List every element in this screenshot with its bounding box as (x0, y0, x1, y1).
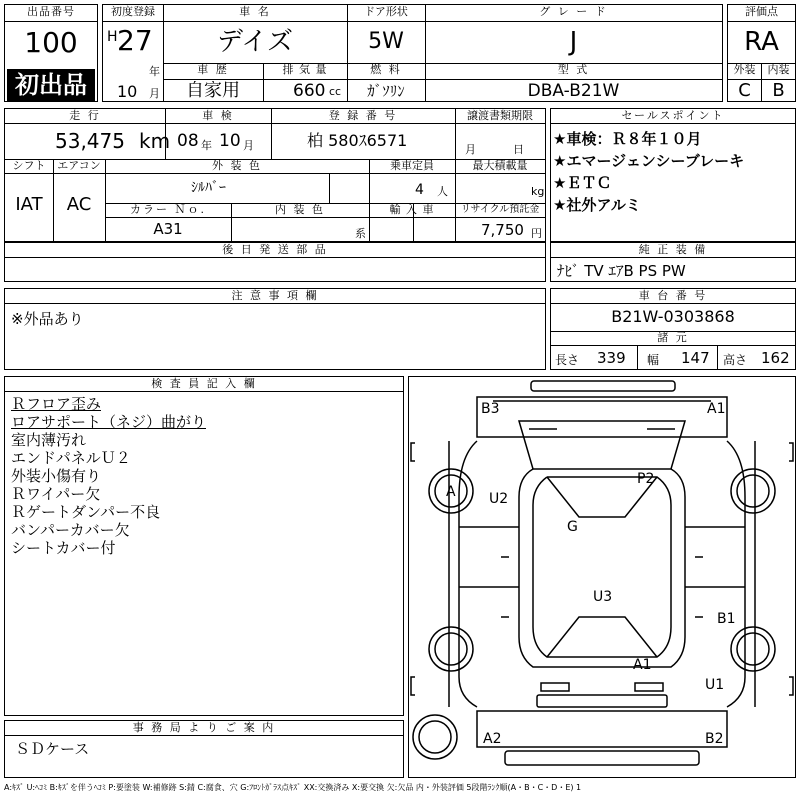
history-value: 自家用 (186, 81, 240, 101)
parts-later-box (4, 242, 546, 282)
inspector-line: Ｒフロア歪み (11, 395, 102, 413)
height-value: 162 (761, 349, 790, 367)
parts-later-label: 後 日 発 送 部 品 (222, 243, 328, 256)
max-load-label: 最大積載量 (472, 159, 528, 172)
damage-mark-b1: B1 (717, 611, 736, 627)
plate-label: 登 録 番 号 (328, 109, 398, 122)
inspection-label: 車 検 (202, 109, 234, 122)
score-box (727, 4, 796, 102)
office-value: ＳＤケース (15, 740, 90, 758)
exterior-score: C (738, 81, 751, 101)
sales-points-label: セールスポイント (621, 109, 725, 122)
shift-label: シフト (12, 159, 46, 172)
exterior-color-value: ｼﾙﾊﾞｰ (191, 180, 226, 196)
first-listing-badge: 初出品 (7, 69, 95, 101)
displacement-value: 660 (293, 81, 326, 101)
capacity-label: 乗車定員 (390, 159, 434, 172)
shift-value: IAT (15, 195, 43, 215)
displacement-label: 排 気 量 (282, 63, 328, 76)
damage-mark-u1: U1 (705, 677, 725, 693)
inspector-box (4, 376, 404, 716)
notes-value: ※外品あり (11, 310, 84, 328)
damage-mark-g: G (567, 519, 578, 535)
header-block (102, 4, 723, 102)
inspector-line: Ｒワイパー欠 (11, 485, 101, 503)
car-diagram-box (408, 376, 796, 778)
aircon-value: AC (66, 195, 92, 215)
model-label: 型 式 (557, 63, 590, 76)
office-label: 事 務 局 よ り ご 案 内 (132, 721, 276, 734)
color-no-value: A31 (153, 220, 183, 238)
damage-mark-a2: A2 (483, 731, 502, 747)
car-name-label: 車 名 (239, 5, 271, 18)
inspection-year: 08 (177, 131, 199, 151)
damage-mark-a1-mid: A1 (633, 657, 652, 673)
lot-number: 100 (24, 26, 78, 59)
equipment-box (550, 242, 796, 282)
color-no-label: カラー Ｎｏ. (130, 203, 206, 216)
inspection-year-unit: 年 (201, 139, 212, 152)
recycle-label: リサイクル預託金 (460, 204, 540, 215)
chassis-label: 車 台 番 号 (638, 289, 708, 302)
footer-legend: A:ｷｽﾞ U:ﾍｺﾐ B:ｷｽﾞを伴うﾍｺﾐ P:要塗装 W:補修跡 S:錆 C:腐食、穴 G:ﾌﾛﾝﾄｶﾞﾗｽ点ｷｽﾞ XX:交換済み X:要交換 欠:欠品 内・外装評価 5段階ﾗﾝｸ順(A・B・C・D・E) 1 (4, 783, 582, 792)
mileage-unit: km (139, 129, 171, 153)
damage-mark-a1-top: A1 (707, 401, 726, 417)
notes-label: 注 意 事 項 欄 (231, 289, 319, 302)
interior-score-label: 内装 (767, 63, 790, 76)
sales-point-item: ★車検：Ｒ８年１０月 (553, 130, 702, 148)
door-label: ドア形状 (364, 5, 408, 18)
interior-score: B (772, 81, 785, 101)
capacity-value: 4 (415, 182, 424, 198)
score-value: RA (744, 27, 779, 57)
damage-mark-u2: U2 (489, 491, 509, 507)
mileage-value: 53,475 (55, 129, 125, 153)
chassis-box (550, 288, 796, 370)
chassis-value: B21W-0303868 (611, 307, 735, 326)
length-value: 339 (597, 349, 626, 367)
inspector-line: ロアサポート（ネジ）曲がり (11, 413, 207, 431)
damage-mark-p2: P2 (637, 471, 655, 487)
sales-points-box (550, 108, 796, 242)
lot-label: 出品番号 (27, 5, 75, 18)
height-label: 高さ (723, 353, 748, 367)
transfer-day-unit: 日 (513, 143, 524, 156)
model-value: DBA-B21W (527, 81, 620, 101)
car-name-value: デイズ (217, 27, 293, 57)
equipment-label: 純 正 装 備 (638, 243, 708, 256)
inspector-line: エンドパネルＵ２ (11, 449, 131, 467)
equipment-value: ﾅﾋﾞ TV ｴｱB PS PW (557, 262, 686, 280)
aircon-label: エアコン (57, 159, 101, 172)
exterior-score-label: 外装 (733, 63, 756, 76)
inspection-month-unit: 月 (243, 139, 254, 152)
registration-year: 27 (117, 25, 153, 57)
detail-block (4, 108, 546, 242)
notes-box (4, 288, 546, 370)
inspector-label: 検 査 員 記 入 欄 (151, 377, 257, 390)
inspector-line: バンパーカバー欠 (11, 521, 130, 539)
length-label: 長さ (555, 353, 580, 367)
specs-label: 諸 元 (657, 331, 689, 344)
interior-color-label: 内 装 色 (275, 203, 325, 216)
displacement-unit: cc (329, 85, 342, 98)
grade-value: J (569, 27, 578, 57)
transfer-month-unit: 月 (465, 143, 476, 156)
fuel-label: 燃 料 (370, 63, 402, 76)
inspection-month: 10 (219, 131, 241, 151)
registration-month-unit: 月 (149, 87, 160, 100)
capacity-unit: 人 (437, 185, 448, 198)
plate-value: 柏 580ｽ6571 (307, 131, 408, 150)
car-diagram (409, 377, 795, 777)
score-label: 評価点 (745, 5, 778, 18)
inspector-line: 室内薄汚れ (11, 431, 87, 449)
inspector-line: シートカバー付 (11, 539, 116, 557)
damage-mark-u3: U3 (593, 589, 613, 605)
max-load-unit: kg (531, 185, 545, 198)
grade-label: グ レ ー ド (539, 5, 608, 18)
inspector-line: 外装小傷有り (11, 467, 102, 485)
inspector-line: Ｒゲートダンパー不良 (11, 503, 161, 521)
mileage-label: 走 行 (69, 109, 101, 122)
interior-color-unit: 系 (355, 227, 366, 240)
office-box (4, 720, 404, 778)
sales-point-item: ★社外アルミ (553, 196, 641, 214)
recycle-unit: 円 (531, 227, 542, 240)
damage-mark-b2: B2 (705, 731, 724, 747)
registration-era: H (107, 29, 118, 45)
sales-point-item: ★ＥＴＣ (553, 174, 612, 192)
exterior-color-label: 外 装 色 (212, 159, 262, 172)
import-label: 輸 入 車 (389, 203, 435, 216)
fuel-value: ｶﾞｿﾘﾝ (367, 82, 405, 100)
width-value: 147 (681, 349, 710, 367)
sales-point-item: ★エマージェンシーブレーキ (553, 152, 745, 170)
registration-month: 10 (117, 83, 138, 101)
registration-year-unit: 年 (149, 65, 160, 78)
damage-mark-a: A (446, 484, 456, 500)
recycle-value: 7,750 (481, 221, 524, 239)
history-label: 車 歴 (197, 63, 229, 76)
transfer-label: 譲渡書類期限 (467, 109, 533, 122)
door-value: 5W (368, 29, 404, 54)
registration-label: 初度登録 (111, 5, 155, 18)
lot-box (4, 4, 98, 102)
damage-mark-b3: B3 (481, 401, 500, 417)
width-label: 幅 (647, 353, 660, 367)
